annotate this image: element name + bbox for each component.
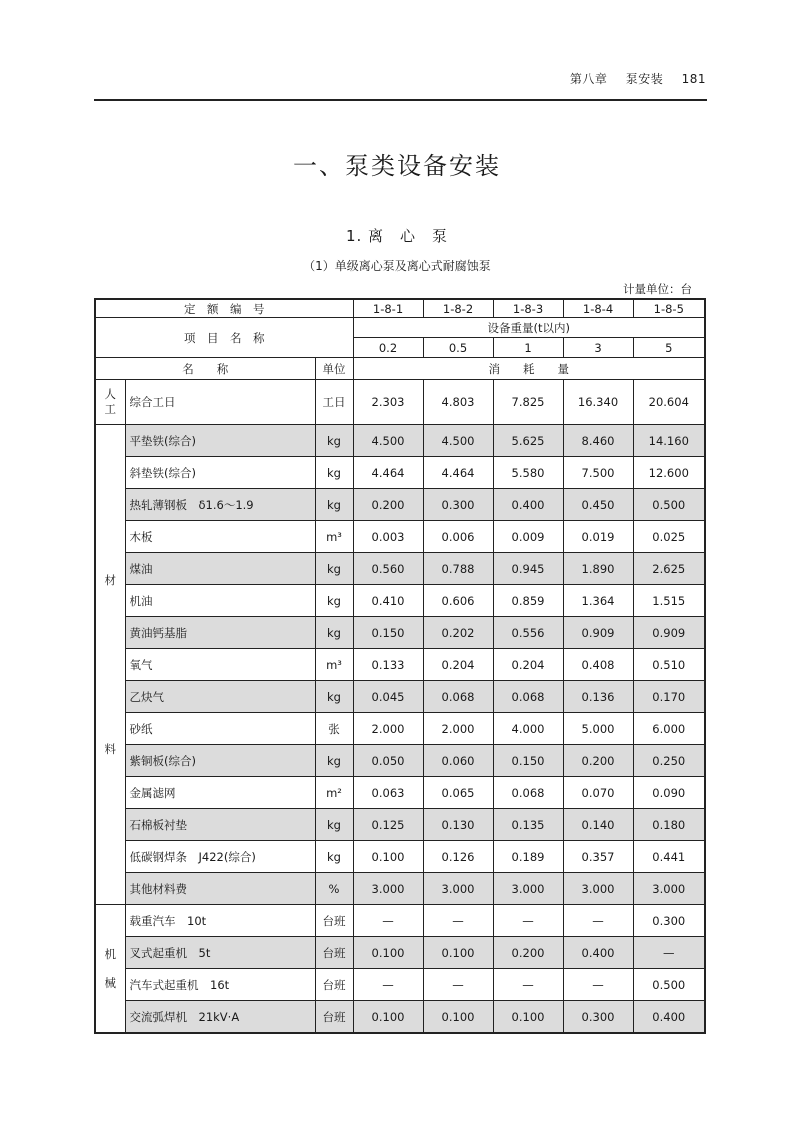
item-value: 16.340 — [563, 380, 633, 425]
item-value: 0.180 — [633, 809, 705, 841]
item-value: 8.460 — [563, 425, 633, 457]
item-name: 热轧薄钢板 δ1.6～1.9 — [125, 489, 315, 521]
quota-code-row — [95, 299, 705, 318]
item-value: 0.204 — [493, 649, 563, 681]
item-value: 0.135 — [493, 809, 563, 841]
item-name: 载重汽车 10t — [125, 905, 315, 937]
item-name: 黄油钙基脂 — [125, 617, 315, 649]
item-name: 综合工日 — [125, 380, 315, 425]
item-value: 0.100 — [353, 937, 423, 969]
item-value: — — [353, 905, 423, 937]
item-value: 0.125 — [353, 809, 423, 841]
quota-number-label: 定 额 编 号 — [95, 299, 353, 318]
item-value: 0.450 — [563, 489, 633, 521]
item-unit: kg — [315, 841, 353, 873]
materials-category-top: 材 — [104, 573, 116, 588]
item-name: 煤油 — [125, 553, 315, 585]
item-value: — — [493, 969, 563, 1001]
item-unit: kg — [315, 489, 353, 521]
col-consumption-header: 消 耗 量 — [353, 358, 705, 380]
item-name: 乙炔气 — [125, 681, 315, 713]
machinery-row — [95, 937, 705, 969]
item-value: 0.441 — [633, 841, 705, 873]
materials-row — [95, 873, 705, 905]
item-value: 0.068 — [423, 681, 493, 713]
item-value: 0.100 — [353, 1001, 423, 1034]
item-value: 0.500 — [633, 489, 705, 521]
item-value: 0.300 — [633, 905, 705, 937]
item-value: — — [633, 937, 705, 969]
materials-row — [95, 745, 705, 777]
item-value: 0.025 — [633, 521, 705, 553]
item-unit: 台班 — [315, 969, 353, 1001]
materials-row — [95, 425, 705, 457]
item-name: 石棉板衬垫 — [125, 809, 315, 841]
item-name: 金属滤网 — [125, 777, 315, 809]
item-unit: kg — [315, 681, 353, 713]
item-value: 0.859 — [493, 585, 563, 617]
materials-row — [95, 809, 705, 841]
item-value: 0.100 — [423, 937, 493, 969]
item-value: 0.200 — [493, 937, 563, 969]
item-value: 0.200 — [563, 745, 633, 777]
item-name: 机油 — [125, 585, 315, 617]
item-value: 0.250 — [633, 745, 705, 777]
item-value: 0.100 — [353, 841, 423, 873]
machinery-row — [95, 1001, 705, 1034]
item-value: 0.300 — [563, 1001, 633, 1034]
item-unit: kg — [315, 617, 353, 649]
item-value: — — [353, 969, 423, 1001]
item-value: 2.303 — [353, 380, 423, 425]
item-value: 0.400 — [633, 1001, 705, 1034]
header-rule — [94, 99, 707, 101]
materials-row — [95, 681, 705, 713]
materials-row — [95, 777, 705, 809]
item-unit: kg — [315, 809, 353, 841]
item-value: 0.556 — [493, 617, 563, 649]
materials-category-bottom: 料 — [104, 741, 116, 756]
item-unit: kg — [315, 425, 353, 457]
materials-row — [95, 457, 705, 489]
item-name: 平垫铁(综合) — [125, 425, 315, 457]
item-value: 3.000 — [563, 873, 633, 905]
item-unit: % — [315, 873, 353, 905]
item-value: 4.464 — [353, 457, 423, 489]
item-unit: 台班 — [315, 937, 353, 969]
materials-row — [95, 585, 705, 617]
item-value: 0.408 — [563, 649, 633, 681]
item-value: 0.150 — [353, 617, 423, 649]
item-name: 低碳钢焊条 J422(综合) — [125, 841, 315, 873]
machinery-row — [95, 905, 705, 937]
running-header — [94, 70, 706, 87]
weight-value: 1 — [493, 338, 563, 358]
item-value: 0.189 — [493, 841, 563, 873]
item-value: 4.464 — [423, 457, 493, 489]
item-unit: m² — [315, 777, 353, 809]
item-value: — — [493, 905, 563, 937]
item-name: 紫铜板(综合) — [125, 745, 315, 777]
item-value: 1.364 — [563, 585, 633, 617]
item-value: — — [423, 905, 493, 937]
sub-title: （1）单级离心泵及离心式耐腐蚀泵 — [303, 259, 491, 273]
item-value: 3.000 — [633, 873, 705, 905]
item-value: 0.300 — [423, 489, 493, 521]
quota-code: 1-8-5 — [633, 299, 705, 318]
weight-value: 0.2 — [353, 338, 423, 358]
item-value: 0.500 — [633, 969, 705, 1001]
weight-value: 5 — [633, 338, 705, 358]
page-number: 181 — [681, 72, 706, 86]
materials-row — [95, 841, 705, 873]
item-value: 0.909 — [633, 617, 705, 649]
item-value: 0.009 — [493, 521, 563, 553]
item-value: 4.500 — [353, 425, 423, 457]
quota-code: 1-8-3 — [493, 299, 563, 318]
item-value: 0.140 — [563, 809, 633, 841]
machinery-category-top: 机 — [104, 947, 116, 962]
item-value: 12.600 — [633, 457, 705, 489]
quota-code: 1-8-4 — [563, 299, 633, 318]
item-unit: 工日 — [315, 380, 353, 425]
item-value: 0.204 — [423, 649, 493, 681]
chapter-number: 第八章 — [569, 72, 608, 86]
item-value: 6.000 — [633, 713, 705, 745]
item-unit: 张 — [315, 713, 353, 745]
materials-row — [95, 553, 705, 585]
item-unit: m³ — [315, 649, 353, 681]
item-value: 0.150 — [493, 745, 563, 777]
item-value: 2.000 — [353, 713, 423, 745]
item-unit: kg — [315, 745, 353, 777]
item-unit: 台班 — [315, 905, 353, 937]
labor-row — [95, 380, 705, 425]
item-unit: kg — [315, 553, 353, 585]
item-name-label: 项 目 名 称 — [95, 318, 353, 358]
item-value: 0.050 — [353, 745, 423, 777]
item-value: 0.006 — [423, 521, 493, 553]
item-name: 砂纸 — [125, 713, 315, 745]
section-title: 1. 离 心 泵 — [345, 227, 449, 245]
item-value: 0.090 — [633, 777, 705, 809]
item-value: 4.803 — [423, 380, 493, 425]
item-value: 0.945 — [493, 553, 563, 585]
quota-table — [94, 298, 706, 1034]
item-value: 0.400 — [563, 937, 633, 969]
item-value: 0.202 — [423, 617, 493, 649]
item-value: 0.100 — [493, 1001, 563, 1034]
item-value: — — [563, 969, 633, 1001]
item-unit: m³ — [315, 521, 353, 553]
item-value: 4.000 — [493, 713, 563, 745]
item-value: 0.909 — [563, 617, 633, 649]
item-value: 0.400 — [493, 489, 563, 521]
weight-label-row — [95, 318, 705, 338]
item-value: 0.126 — [423, 841, 493, 873]
item-unit: 台班 — [315, 1001, 353, 1034]
item-value: 0.068 — [493, 777, 563, 809]
item-value: 0.063 — [353, 777, 423, 809]
item-unit: kg — [315, 457, 353, 489]
item-value: 0.065 — [423, 777, 493, 809]
item-value: 0.133 — [353, 649, 423, 681]
chapter-title: 泵安装 — [625, 72, 664, 86]
quota-code: 1-8-2 — [423, 299, 493, 318]
item-value: 0.200 — [353, 489, 423, 521]
item-value: 1.890 — [563, 553, 633, 585]
item-value: 0.606 — [423, 585, 493, 617]
item-value: 0.788 — [423, 553, 493, 585]
materials-row — [95, 521, 705, 553]
item-value: 0.100 — [423, 1001, 493, 1034]
item-value: 14.160 — [633, 425, 705, 457]
item-value: — — [423, 969, 493, 1001]
item-value: 0.410 — [353, 585, 423, 617]
machinery-category — [95, 905, 125, 1034]
col-name-header: 名 称 — [95, 358, 315, 380]
item-name: 汽车式起重机 16t — [125, 969, 315, 1001]
col-unit-header: 单位 — [315, 358, 353, 380]
item-value: 2.000 — [423, 713, 493, 745]
item-value: 5.625 — [493, 425, 563, 457]
item-value: 0.068 — [493, 681, 563, 713]
weight-label: 设备重量(t以内) — [353, 318, 705, 338]
item-value: 3.000 — [423, 873, 493, 905]
labor-category — [95, 380, 125, 425]
machinery-row — [95, 969, 705, 1001]
category-spacer — [96, 964, 125, 974]
item-value: 7.500 — [563, 457, 633, 489]
materials-category — [95, 425, 125, 905]
item-value: 7.825 — [493, 380, 563, 425]
item-value: 0.003 — [353, 521, 423, 553]
item-value: 1.515 — [633, 585, 705, 617]
weight-value: 3 — [563, 338, 633, 358]
item-value: 2.625 — [633, 553, 705, 585]
item-name: 斜垫铁(综合) — [125, 457, 315, 489]
main-title: 一、泵类设备安装 — [293, 152, 501, 180]
item-value: 0.130 — [423, 809, 493, 841]
item-value: 3.000 — [493, 873, 563, 905]
weight-value: 0.5 — [423, 338, 493, 358]
item-value: 0.357 — [563, 841, 633, 873]
materials-row — [95, 489, 705, 521]
item-name: 氧气 — [125, 649, 315, 681]
item-value: 0.136 — [563, 681, 633, 713]
item-value: 20.604 — [633, 380, 705, 425]
item-value: 0.060 — [423, 745, 493, 777]
labor-category-label: 人工 — [104, 387, 116, 416]
column-header-row — [95, 358, 705, 380]
item-name: 木板 — [125, 521, 315, 553]
materials-row — [95, 617, 705, 649]
item-value: 0.045 — [353, 681, 423, 713]
item-value: 0.510 — [633, 649, 705, 681]
item-value: 5.000 — [563, 713, 633, 745]
item-value: 5.580 — [493, 457, 563, 489]
item-name: 交流弧焊机 21kV·A — [125, 1001, 315, 1034]
materials-row — [95, 649, 705, 681]
category-spacer — [96, 590, 125, 740]
quota-code: 1-8-1 — [353, 299, 423, 318]
item-value: 3.000 — [353, 873, 423, 905]
item-name: 其他材料费 — [125, 873, 315, 905]
item-unit: kg — [315, 585, 353, 617]
item-value: 0.170 — [633, 681, 705, 713]
item-value: 0.019 — [563, 521, 633, 553]
unit-note: 计量单位：台 — [623, 282, 692, 296]
item-value: 0.560 — [353, 553, 423, 585]
machinery-category-bottom: 械 — [104, 975, 116, 990]
item-value: 0.070 — [563, 777, 633, 809]
item-value: 4.500 — [423, 425, 493, 457]
item-name: 叉式起重机 5t — [125, 937, 315, 969]
materials-row — [95, 713, 705, 745]
item-value: — — [563, 905, 633, 937]
